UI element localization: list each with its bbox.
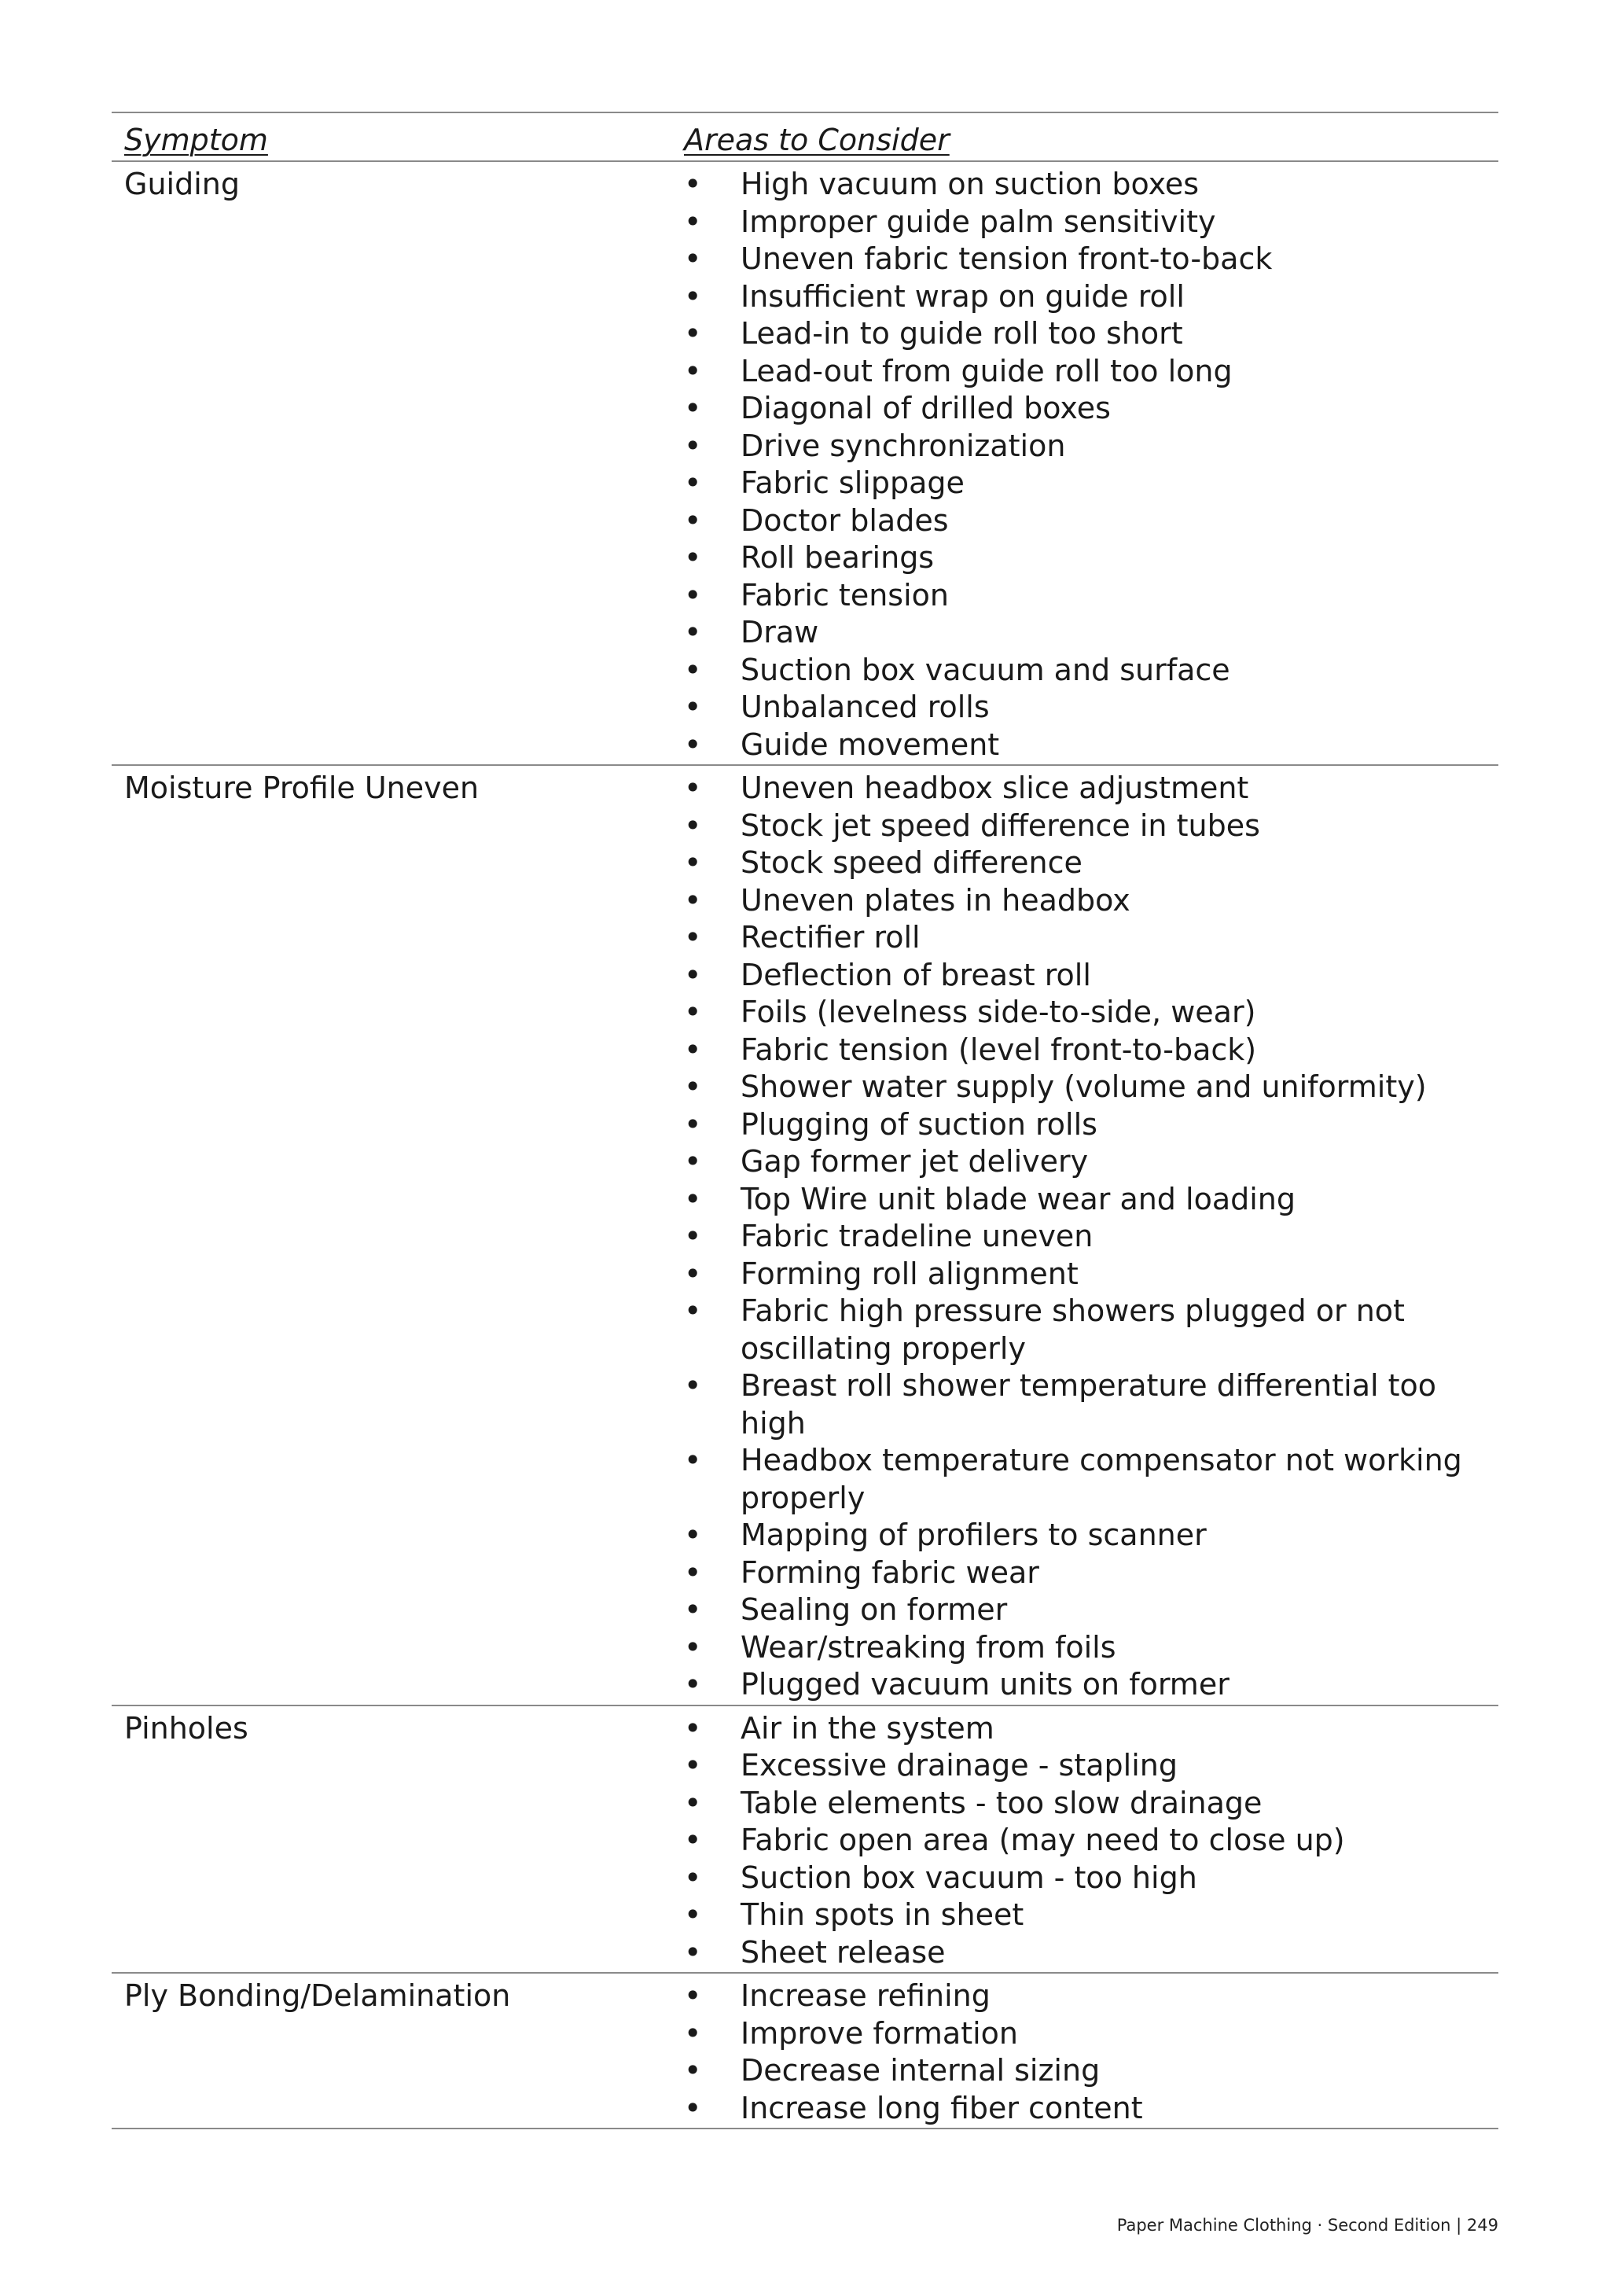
- area-text: Suction box vacuum and surface: [741, 652, 1230, 687]
- area-text: Roll bearings: [741, 540, 935, 575]
- area-text: Foils (levelness side-to-side, wear): [741, 995, 1256, 1029]
- list-item: [684, 882, 1495, 920]
- bullet-icon: •: [684, 1555, 702, 1590]
- area-text: Table elements - too slow drainage: [741, 1785, 1263, 1820]
- bullet-icon: •: [684, 615, 702, 649]
- bullet-icon: •: [684, 808, 702, 843]
- area-text: Doctor blades: [741, 502, 949, 538]
- area-text: Excessive drainage - stapling: [741, 1748, 1178, 1783]
- list-item: [684, 1442, 1495, 1517]
- list-item: [684, 1591, 1495, 1629]
- symptom-cell: Moisture Profile Uneven: [124, 771, 480, 805]
- bullet-icon: •: [684, 1934, 702, 1970]
- area-text: Sheet release: [741, 1934, 946, 1970]
- area-text: Uneven headbox slice adjustment: [741, 771, 1249, 805]
- list-item: [684, 1629, 1495, 1667]
- list-item: [684, 1181, 1495, 1219]
- list-item: [684, 652, 1495, 690]
- bullet-icon: •: [684, 577, 702, 613]
- bullet-icon: •: [684, 995, 702, 1029]
- bullet-icon: •: [684, 278, 702, 314]
- area-text: Fabric tradeline uneven: [741, 1219, 1094, 1253]
- bullet-icon: •: [684, 845, 702, 880]
- area-text: Air in the system: [741, 1710, 994, 1746]
- bullet-icon: •: [684, 882, 702, 918]
- list-item: [684, 994, 1495, 1032]
- list-item: [684, 1032, 1495, 1069]
- list-item: [684, 844, 1495, 882]
- table-row: [112, 1974, 1498, 2128]
- list-item: [684, 689, 1495, 727]
- area-text: Decrease internal sizing: [741, 2053, 1101, 2088]
- bullet-icon: •: [684, 167, 702, 201]
- area-text: Improper guide palm sensitivity: [741, 204, 1216, 239]
- bullet-icon: •: [684, 652, 702, 687]
- list-item: [684, 1747, 1495, 1785]
- header-symptom: Symptom: [124, 123, 268, 157]
- bullet-icon: •: [684, 920, 702, 955]
- areas-list: [684, 770, 1498, 1704]
- list-item: [684, 166, 1495, 204]
- bullet-icon: •: [684, 241, 702, 276]
- area-text: Deflection of breast roll: [741, 957, 1091, 992]
- bullet-icon: •: [684, 391, 702, 425]
- bullet-icon: •: [684, 1181, 702, 1216]
- list-item: [684, 1822, 1495, 1860]
- area-text: Shower water supply (volume and uniformity): [741, 1069, 1427, 1104]
- list-item: [684, 1710, 1495, 1748]
- area-text: Top Wire unit blade wear and loading: [741, 1181, 1296, 1216]
- area-text: Plugged vacuum units on former: [741, 1667, 1230, 1702]
- bullet-icon: •: [684, 1710, 702, 1746]
- areas-list: [684, 1978, 1498, 2127]
- list-item: [684, 502, 1495, 540]
- bullet-icon: •: [684, 690, 702, 724]
- area-text: Fabric tension: [741, 577, 949, 613]
- bullet-icon: •: [684, 1748, 702, 1783]
- list-item: [684, 1106, 1495, 1144]
- list-item: [684, 539, 1495, 577]
- table-body: [112, 162, 1498, 2129]
- bullet-icon: •: [684, 1144, 702, 1179]
- list-item: [684, 2052, 1495, 2090]
- bullet-icon: •: [684, 1368, 702, 1403]
- areas-cell: [684, 770, 1498, 1704]
- header-areas-to-consider: Areas to Consider: [684, 123, 950, 157]
- bullet-icon: •: [684, 2053, 702, 2088]
- area-text: Gap former jet delivery: [741, 1144, 1089, 1179]
- list-item: [684, 957, 1495, 995]
- list-item: [684, 1293, 1495, 1367]
- symptom-cell: Pinholes: [124, 1710, 248, 1746]
- area-text: High vacuum on suction boxes: [741, 167, 1200, 201]
- bullet-icon: •: [684, 1032, 702, 1067]
- area-text: Insufficient wrap on guide roll: [741, 278, 1185, 314]
- list-item: [684, 1143, 1495, 1181]
- list-item: [684, 1555, 1495, 1592]
- areas-cell: [684, 1710, 1498, 1972]
- list-item: [684, 1860, 1495, 1897]
- areas-list: [684, 166, 1498, 763]
- area-text: Breast roll shower temperature differential too high: [741, 1368, 1437, 1441]
- area-text: Stock jet speed difference in tubes: [741, 808, 1260, 843]
- bullet-icon: •: [684, 1293, 702, 1328]
- list-item: [684, 727, 1495, 764]
- area-text: Lead-out from guide roll too long: [741, 353, 1233, 388]
- bullet-icon: •: [684, 1592, 702, 1627]
- list-item: [684, 808, 1495, 845]
- list-item: [684, 1934, 1495, 1972]
- list-item: [684, 1897, 1495, 1934]
- area-text: Forming fabric wear: [741, 1555, 1039, 1590]
- list-item: [684, 2015, 1495, 2053]
- table-row: [112, 1706, 1498, 1973]
- bullet-icon: •: [684, 502, 702, 538]
- area-text: Increase long fiber content: [741, 2090, 1143, 2125]
- list-item: [684, 1517, 1495, 1555]
- areas-cell: [684, 166, 1498, 763]
- area-text: Fabric tension (level front-to-back): [741, 1032, 1257, 1067]
- area-text: Increase refining: [741, 1978, 991, 2013]
- page-footer: Paper Machine Clothing · Second Edition | 249: [1116, 2216, 1498, 2235]
- list-item: [684, 919, 1495, 957]
- list-item: [684, 1218, 1495, 1256]
- troubleshooting-table: [112, 112, 1498, 2129]
- list-item: [684, 353, 1495, 391]
- area-text: Diagonal of drilled boxes: [741, 391, 1111, 425]
- area-text: Draw: [741, 615, 819, 649]
- bullet-icon: •: [684, 2090, 702, 2125]
- list-item: [684, 577, 1495, 615]
- bullet-icon: •: [684, 1106, 702, 1142]
- bullet-icon: •: [684, 2015, 702, 2051]
- list-item: [684, 204, 1495, 241]
- area-text: Suction box vacuum - too high: [741, 1860, 1197, 1895]
- area-text: Stock speed difference: [741, 845, 1083, 880]
- bullet-icon: •: [684, 353, 702, 388]
- list-item: [684, 1256, 1495, 1293]
- list-item: [684, 428, 1495, 465]
- area-text: Fabric slippage: [741, 465, 965, 500]
- bullet-icon: •: [684, 1667, 702, 1702]
- bullet-icon: •: [684, 1518, 702, 1552]
- bullet-icon: •: [684, 1256, 702, 1291]
- bullet-icon: •: [684, 465, 702, 500]
- bullet-icon: •: [684, 204, 702, 239]
- list-item: [684, 2090, 1495, 2128]
- bullet-icon: •: [684, 1823, 702, 1857]
- symptom-cell: Ply Bonding/Delamination: [124, 1978, 511, 2013]
- symptom-cell: Guiding: [124, 167, 240, 201]
- bullet-icon: •: [684, 1785, 702, 1820]
- area-text: Sealing on former: [741, 1592, 1008, 1627]
- areas-list: [684, 1710, 1498, 1972]
- list-item: [684, 614, 1495, 652]
- area-text: Improve formation: [741, 2015, 1019, 2051]
- list-item: [684, 1978, 1495, 2015]
- list-item: [684, 1666, 1495, 1704]
- area-text: Plugging of suction rolls: [741, 1106, 1097, 1142]
- area-text: Mapping of profilers to scanner: [741, 1518, 1207, 1552]
- area-text: Unbalanced rolls: [741, 690, 990, 724]
- bullet-icon: •: [684, 316, 702, 351]
- bullet-icon: •: [684, 1978, 702, 2013]
- area-text: Fabric open area (may need to close up): [741, 1823, 1345, 1857]
- list-item: [684, 1367, 1495, 1442]
- list-item: [684, 770, 1495, 808]
- bullet-icon: •: [684, 771, 702, 805]
- bullet-icon: •: [684, 727, 702, 762]
- area-text: Wear/streaking from foils: [741, 1629, 1116, 1665]
- list-item: [684, 278, 1495, 316]
- area-text: Fabric high pressure showers plugged or not oscillating properly: [741, 1293, 1405, 1366]
- bullet-icon: •: [684, 428, 702, 463]
- bullet-icon: •: [684, 1897, 702, 1932]
- list-item: [684, 465, 1495, 502]
- table-header-row: [112, 113, 1498, 160]
- area-text: Rectifier roll: [741, 920, 921, 955]
- area-text: Drive synchronization: [741, 428, 1066, 463]
- list-item: [684, 390, 1495, 428]
- area-text: Uneven fabric tension front-to-back: [741, 241, 1273, 276]
- row-divider: [112, 2128, 1498, 2129]
- bullet-icon: •: [684, 1629, 702, 1665]
- area-text: Headbox temperature compensator not working properly: [741, 1443, 1462, 1515]
- bullet-icon: •: [684, 1069, 702, 1104]
- area-text: Thin spots in sheet: [741, 1897, 1024, 1932]
- area-text: Uneven plates in headbox: [741, 882, 1130, 918]
- list-item: [684, 1069, 1495, 1106]
- bullet-icon: •: [684, 540, 702, 575]
- list-item: [684, 315, 1495, 353]
- areas-cell: [684, 1978, 1498, 2127]
- bullet-icon: •: [684, 1443, 702, 1477]
- area-text: Forming roll alignment: [741, 1256, 1079, 1291]
- bullet-icon: •: [684, 1219, 702, 1253]
- area-text: Guide movement: [741, 727, 1000, 762]
- table-row: [112, 766, 1498, 1705]
- list-item: [684, 241, 1495, 278]
- bullet-icon: •: [684, 957, 702, 992]
- table-row: [112, 162, 1498, 764]
- area-text: Lead-in to guide roll too short: [741, 316, 1183, 351]
- bullet-icon: •: [684, 1860, 702, 1895]
- list-item: [684, 1785, 1495, 1823]
